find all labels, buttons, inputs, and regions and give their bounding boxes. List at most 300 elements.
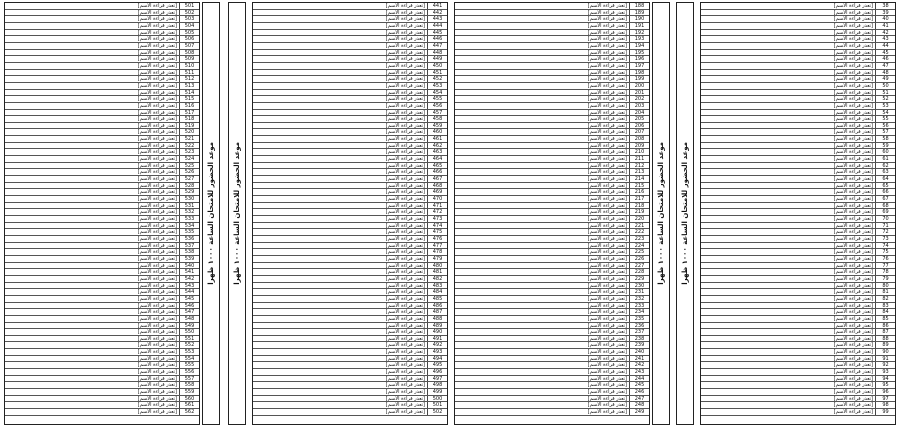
serial-number: 480 — [427, 263, 447, 269]
serial-number: 484 — [427, 289, 447, 295]
student-name: [تعذر قراءة الاسم] — [137, 289, 177, 295]
serial-number: 41 — [875, 23, 895, 29]
serial-number: 501 — [179, 3, 199, 9]
student-name: [تعذر قراءة الاسم] — [587, 262, 627, 269]
table-row — [5, 342, 199, 349]
serial-number: 75 — [875, 249, 895, 255]
serial-number: 512 — [179, 76, 199, 82]
serial-number: 203 — [629, 103, 649, 109]
serial-number: 52 — [875, 96, 895, 102]
table-row — [253, 389, 447, 396]
serial-number: 516 — [179, 103, 199, 109]
student-name: [تعذر قراءة الاسم] — [385, 329, 425, 335]
serial-number: 67 — [875, 196, 895, 202]
serial-number: 39 — [875, 10, 895, 16]
table-row — [455, 229, 649, 236]
student-name: [تعذر قراءة الاسم] — [833, 389, 873, 395]
serial-number: 495 — [427, 362, 447, 368]
serial-number: 223 — [629, 236, 649, 242]
student-name: [تعذر قراءة الاسم] — [587, 142, 627, 149]
table-row — [701, 196, 895, 203]
student-name: [تعذر قراءة الاسم] — [587, 196, 627, 202]
student-name: [تعذر قراءة الاسم] — [137, 395, 177, 402]
serial-number: 53 — [875, 103, 895, 109]
student-name: [تعذر قراءة الاسم] — [833, 349, 873, 355]
table-row — [701, 303, 895, 310]
student-name: [تعذر قراءة الاسم] — [587, 109, 627, 116]
serial-number: 92 — [875, 362, 895, 368]
student-name: [تعذر قراءة الاسم] — [137, 3, 177, 9]
serial-number: 523 — [179, 149, 199, 155]
table-row — [5, 129, 199, 136]
serial-number: 529 — [179, 189, 199, 195]
table-row — [5, 336, 199, 343]
student-name: [تعذر قراءة الاسم] — [137, 196, 177, 202]
table-row — [5, 23, 199, 30]
table-row — [253, 216, 447, 223]
serial-number: 212 — [629, 163, 649, 169]
student-name: [تعذر قراءة الاسم] — [587, 375, 627, 382]
table-row — [253, 123, 447, 130]
student-name: [تعذر قراءة الاسم] — [587, 335, 627, 342]
student-name: [تعذر قراءة الاسم] — [137, 189, 177, 196]
student-name: [تعذر قراءة الاسم] — [137, 355, 177, 362]
table-row — [455, 43, 649, 50]
student-name: [تعذر قراءة الاسم] — [137, 49, 177, 56]
vertical-header-1 — [202, 2, 220, 425]
table-row — [253, 342, 447, 349]
student-name: [تعذر قراءة الاسم] — [385, 122, 425, 129]
student-name: [تعذر قراءة الاسم] — [833, 89, 873, 96]
serial-number: 192 — [629, 30, 649, 36]
student-name: [تعذر قراءة الاسم] — [137, 315, 177, 322]
serial-number: 494 — [427, 356, 447, 362]
serial-number: 540 — [179, 263, 199, 269]
serial-number: 481 — [427, 269, 447, 275]
table-row — [455, 63, 649, 70]
table-row — [701, 396, 895, 403]
student-name: [تعذر قراءة الاسم] — [137, 389, 177, 395]
student-name: [تعذر قراءة الاسم] — [137, 249, 177, 255]
serial-number: 219 — [629, 209, 649, 215]
student-name: [تعذر قراءة الاسم] — [833, 369, 873, 375]
table-row — [701, 90, 895, 97]
student-name: [تعذر قراءة الاسم] — [833, 149, 873, 156]
serial-number: 538 — [179, 249, 199, 255]
table-row — [253, 362, 447, 369]
student-name: [تعذر قراءة الاسم] — [587, 9, 627, 16]
serial-number: 496 — [427, 369, 447, 375]
serial-number: 84 — [875, 309, 895, 315]
serial-number: 76 — [875, 256, 895, 262]
serial-number: 240 — [629, 349, 649, 355]
table-row — [253, 309, 447, 316]
student-name: [تعذر قراءة الاسم] — [385, 275, 425, 282]
student-name: [تعذر قراءة الاسم] — [385, 395, 425, 402]
student-name: [تعذر قراءة الاسم] — [137, 22, 177, 29]
table-row — [701, 369, 895, 376]
serial-number: 460 — [427, 129, 447, 135]
table-row — [253, 76, 447, 83]
table-row — [455, 269, 649, 276]
table-row — [253, 96, 447, 103]
student-name: [تعذر قراءة الاسم] — [137, 122, 177, 129]
table-row — [5, 110, 199, 117]
table-row — [455, 110, 649, 117]
table-row — [701, 402, 895, 409]
table-row — [5, 409, 199, 416]
table-row — [5, 136, 199, 143]
header-text: موعد الحضور للامتحان الساعة ١٠٠٠ ظهرا — [233, 142, 241, 285]
serial-number: 239 — [629, 342, 649, 348]
serial-number: 216 — [629, 189, 649, 195]
serial-number: 38 — [875, 3, 895, 9]
table-row — [253, 369, 447, 376]
student-name: [تعذر قراءة الاسم] — [385, 362, 425, 369]
student-name: [تعذر قراءة الاسم] — [833, 209, 873, 215]
serial-number: 551 — [179, 336, 199, 342]
student-name: [تعذر قراءة الاسم] — [137, 156, 177, 162]
student-name: [تعذر قراءة الاسم] — [833, 196, 873, 202]
table-row — [701, 216, 895, 223]
table-row — [701, 283, 895, 290]
table-row — [455, 83, 649, 90]
student-name: [تعذر قراءة الاسم] — [137, 375, 177, 382]
table-row — [253, 209, 447, 216]
student-name: [تعذر قراءة الاسم] — [833, 42, 873, 49]
table-row — [253, 249, 447, 256]
serial-number: 190 — [629, 16, 649, 22]
student-name: [تعذر قراءة الاسم] — [385, 342, 425, 349]
table-row — [253, 70, 447, 77]
table-row — [5, 216, 199, 223]
student-name: [تعذر قراءة الاسم] — [137, 102, 177, 109]
table-row — [455, 249, 649, 256]
serial-number: 205 — [629, 116, 649, 122]
table-row — [5, 149, 199, 156]
serial-number: 189 — [629, 10, 649, 16]
serial-number: 49 — [875, 76, 895, 82]
student-name: [تعذر قراءة الاسم] — [137, 29, 177, 36]
serial-number: 445 — [427, 30, 447, 36]
student-name: [تعذر قراءة الاسم] — [137, 282, 177, 289]
serial-number: 90 — [875, 349, 895, 355]
table-row — [253, 283, 447, 290]
student-name: [تعذر قراءة الاسم] — [385, 202, 425, 209]
student-name: [تعذر قراءة الاسم] — [833, 249, 873, 255]
table-row — [5, 3, 199, 10]
student-name: [تعذر قراءة الاسم] — [833, 282, 873, 289]
table-row — [253, 323, 447, 330]
table-row — [253, 183, 447, 190]
serial-number: 453 — [427, 83, 447, 89]
student-name: [تعذر قراءة الاسم] — [137, 222, 177, 229]
table-row — [253, 276, 447, 283]
table-row — [455, 116, 649, 123]
serial-number: 196 — [629, 56, 649, 62]
serial-number: 505 — [179, 30, 199, 36]
serial-number: 536 — [179, 236, 199, 242]
serial-number: 520 — [179, 129, 199, 135]
serial-number: 454 — [427, 90, 447, 96]
table-row — [5, 143, 199, 150]
table-row — [253, 43, 447, 50]
student-name: [تعذر قراءة الاسم] — [833, 262, 873, 269]
table-row — [455, 136, 649, 143]
serial-number: 465 — [427, 163, 447, 169]
table-row — [701, 149, 895, 156]
serial-number: 511 — [179, 70, 199, 76]
student-name: [تعذر قراءة الاسم] — [385, 269, 425, 275]
student-name: [تعذر قراءة الاسم] — [137, 269, 177, 275]
table-row — [455, 203, 649, 210]
serial-number: 93 — [875, 369, 895, 375]
student-name: [تعذر قراءة الاسم] — [833, 116, 873, 122]
student-name: [تعذر قراءة الاسم] — [833, 255, 873, 262]
serial-number: 45 — [875, 50, 895, 56]
table-row — [701, 229, 895, 236]
serial-number: 58 — [875, 136, 895, 142]
table-row — [5, 16, 199, 23]
serial-number: 554 — [179, 356, 199, 362]
serial-number: 225 — [629, 249, 649, 255]
serial-number: 552 — [179, 342, 199, 348]
serial-number: 449 — [427, 56, 447, 62]
student-name: [تعذر قراءة الاسم] — [137, 89, 177, 96]
table-row — [701, 136, 895, 143]
table-row — [253, 63, 447, 70]
student-name: [تعذر قراءة الاسم] — [833, 69, 873, 76]
student-name: [تعذر قراءة الاسم] — [833, 189, 873, 196]
table-row — [701, 76, 895, 83]
panel-3 — [454, 2, 672, 425]
table-row — [253, 129, 447, 136]
student-name: [تعذر قراءة الاسم] — [833, 62, 873, 69]
student-name: [تعذر قراءة الاسم] — [385, 116, 425, 122]
student-name: [تعذر قراءة الاسم] — [833, 275, 873, 282]
student-name: [تعذر قراءة الاسم] — [833, 76, 873, 82]
student-name: [تعذر قراءة الاسم] — [137, 322, 177, 329]
serial-number: 188 — [629, 3, 649, 9]
table-row — [253, 143, 447, 150]
student-name: [تعذر قراءة الاسم] — [385, 96, 425, 102]
serial-number: 88 — [875, 336, 895, 342]
student-name: [تعذر قراءة الاسم] — [587, 82, 627, 89]
student-name: [تعذر قراءة الاسم] — [385, 102, 425, 109]
serial-number: 506 — [179, 36, 199, 42]
table-row — [701, 110, 895, 117]
student-name: [تعذر قراءة الاسم] — [385, 242, 425, 249]
table-row — [701, 329, 895, 336]
student-name: [تعذر قراءة الاسم] — [833, 322, 873, 329]
serial-number: 79 — [875, 276, 895, 282]
serial-number: 65 — [875, 183, 895, 189]
table-row — [5, 376, 199, 383]
serial-number: 224 — [629, 243, 649, 249]
serial-number: 452 — [427, 76, 447, 82]
student-name: [تعذر قراءة الاسم] — [385, 49, 425, 56]
table-row — [5, 349, 199, 356]
table-row — [253, 16, 447, 23]
student-name: [تعذر قراءة الاسم] — [587, 69, 627, 76]
table-row — [455, 149, 649, 156]
vertical-header-2 — [228, 2, 246, 425]
serial-number: 211 — [629, 156, 649, 162]
table-row — [701, 123, 895, 130]
student-name: [تعذر قراءة الاسم] — [385, 56, 425, 62]
student-name: [تعذر قراءة الاسم] — [587, 249, 627, 255]
student-name: [تعذر قراءة الاسم] — [833, 36, 873, 42]
student-name: [تعذر قراءة الاسم] — [137, 302, 177, 309]
serial-number: 64 — [875, 176, 895, 182]
table-row — [253, 110, 447, 117]
table-row — [701, 342, 895, 349]
student-name: [تعذر قراءة الاسم] — [385, 315, 425, 322]
table-row — [455, 163, 649, 170]
serial-number: 493 — [427, 349, 447, 355]
serial-number: 519 — [179, 123, 199, 129]
serial-number: 66 — [875, 189, 895, 195]
table-row — [455, 329, 649, 336]
table-row — [455, 356, 649, 363]
serial-number: 482 — [427, 276, 447, 282]
table-row — [253, 50, 447, 57]
table-row — [701, 389, 895, 396]
student-name: [تعذر قراءة الاسم] — [833, 142, 873, 149]
table-row — [455, 296, 649, 303]
student-name: [تعذر قراءة الاسم] — [137, 109, 177, 116]
serial-number: 207 — [629, 129, 649, 135]
table-row — [701, 43, 895, 50]
serial-number: 527 — [179, 176, 199, 182]
student-name: [تعذر قراءة الاسم] — [833, 102, 873, 109]
student-name: [تعذر قراءة الاسم] — [833, 329, 873, 335]
serial-number: 488 — [427, 316, 447, 322]
student-name: [تعذر قراءة الاسم] — [587, 3, 627, 9]
table-row — [5, 369, 199, 376]
student-name: [تعذر قراءة الاسم] — [385, 176, 425, 182]
table-row — [5, 163, 199, 170]
student-name: [تعذر قراءة الاسم] — [385, 295, 425, 302]
student-name: [تعذر قراءة الاسم] — [385, 389, 425, 395]
table-row — [701, 96, 895, 103]
serial-number: 546 — [179, 303, 199, 309]
student-name: [تعذر قراءة الاسم] — [833, 309, 873, 315]
student-name: [تعذر قراءة الاسم] — [587, 42, 627, 49]
serial-number: 74 — [875, 243, 895, 249]
student-name: [تعذر قراءة الاسم] — [385, 16, 425, 22]
serial-number: 234 — [629, 309, 649, 315]
student-name: [تعذر قراءة الاسم] — [385, 309, 425, 315]
table-row — [455, 389, 649, 396]
serial-number: 504 — [179, 23, 199, 29]
table-row — [5, 56, 199, 63]
serial-number: 500 — [427, 396, 447, 402]
student-name: [تعذر قراءة الاسم] — [385, 162, 425, 169]
student-name: [تعذر قراءة الاسم] — [587, 315, 627, 322]
table-row — [455, 70, 649, 77]
serial-number: 547 — [179, 309, 199, 315]
table-row — [701, 30, 895, 37]
student-name: [تعذر قراءة الاسم] — [137, 149, 177, 156]
panel-2 — [228, 2, 450, 425]
student-name: [تعذر قراءة الاسم] — [587, 409, 627, 415]
table-row — [701, 256, 895, 263]
student-name: [تعذر قراءة الاسم] — [385, 89, 425, 96]
serial-number: 194 — [629, 43, 649, 49]
student-name: [تعذر قراءة الاسم] — [385, 382, 425, 389]
student-name: [تعذر قراءة الاسم] — [587, 309, 627, 315]
table-row — [5, 309, 199, 316]
student-name: [تعذر قراءة الاسم] — [137, 82, 177, 89]
table-row — [701, 83, 895, 90]
student-name: [تعذر قراءة الاسم] — [587, 22, 627, 29]
serial-number: 526 — [179, 169, 199, 175]
student-name: [تعذر قراءة الاسم] — [833, 222, 873, 229]
student-name: [تعذر قراءة الاسم] — [587, 169, 627, 176]
serial-number: 448 — [427, 50, 447, 56]
table-row — [455, 10, 649, 17]
serial-number: 209 — [629, 143, 649, 149]
serial-number: 233 — [629, 303, 649, 309]
serial-number: 556 — [179, 369, 199, 375]
student-name: [تعذر قراءة الاسم] — [587, 342, 627, 349]
serial-number: 218 — [629, 203, 649, 209]
serial-number: 202 — [629, 96, 649, 102]
table-row — [701, 243, 895, 250]
student-name: [تعذر قراءة الاسم] — [587, 149, 627, 156]
student-name: [تعذر قراءة الاسم] — [833, 16, 873, 22]
student-name: [تعذر قراءة الاسم] — [137, 342, 177, 349]
serial-number: 541 — [179, 269, 199, 275]
student-name: [تعذر قراءة الاسم] — [587, 189, 627, 196]
table-row — [701, 269, 895, 276]
student-name: [تعذر قراءة الاسم] — [385, 262, 425, 269]
table-row — [253, 196, 447, 203]
table-row — [253, 356, 447, 363]
student-name: [تعذر قراءة الاسم] — [385, 216, 425, 222]
student-name: [تعذر قراءة الاسم] — [833, 289, 873, 295]
serial-number: 535 — [179, 229, 199, 235]
student-name: [تعذر قراءة الاسم] — [137, 76, 177, 82]
table-row — [455, 36, 649, 43]
table-row — [455, 129, 649, 136]
student-name: [تعذر قراءة الاسم] — [833, 96, 873, 102]
table-row — [253, 83, 447, 90]
serial-number: 97 — [875, 396, 895, 402]
student-name: [تعذر قراءة الاسم] — [385, 76, 425, 82]
student-name: [تعذر قراءة الاسم] — [385, 369, 425, 375]
serial-number: 94 — [875, 376, 895, 382]
serial-number: 561 — [179, 402, 199, 408]
serial-number: 485 — [427, 296, 447, 302]
serial-number: 243 — [629, 369, 649, 375]
student-name: [تعذر قراءة الاسم] — [137, 209, 177, 215]
student-name: [تعذر قراءة الاسم] — [587, 36, 627, 42]
table-row — [455, 183, 649, 190]
table-row — [701, 176, 895, 183]
serial-number: 70 — [875, 216, 895, 222]
student-name: [تعذر قراءة الاسم] — [587, 242, 627, 249]
serial-number: 446 — [427, 36, 447, 42]
student-name: [تعذر قراءة الاسم] — [833, 129, 873, 136]
table-row — [253, 90, 447, 97]
table-row — [455, 396, 649, 403]
student-name: [تعذر قراءة الاسم] — [833, 156, 873, 162]
student-name: [تعذر قراءة الاسم] — [587, 89, 627, 96]
table-row — [5, 30, 199, 37]
table-row — [253, 402, 447, 409]
